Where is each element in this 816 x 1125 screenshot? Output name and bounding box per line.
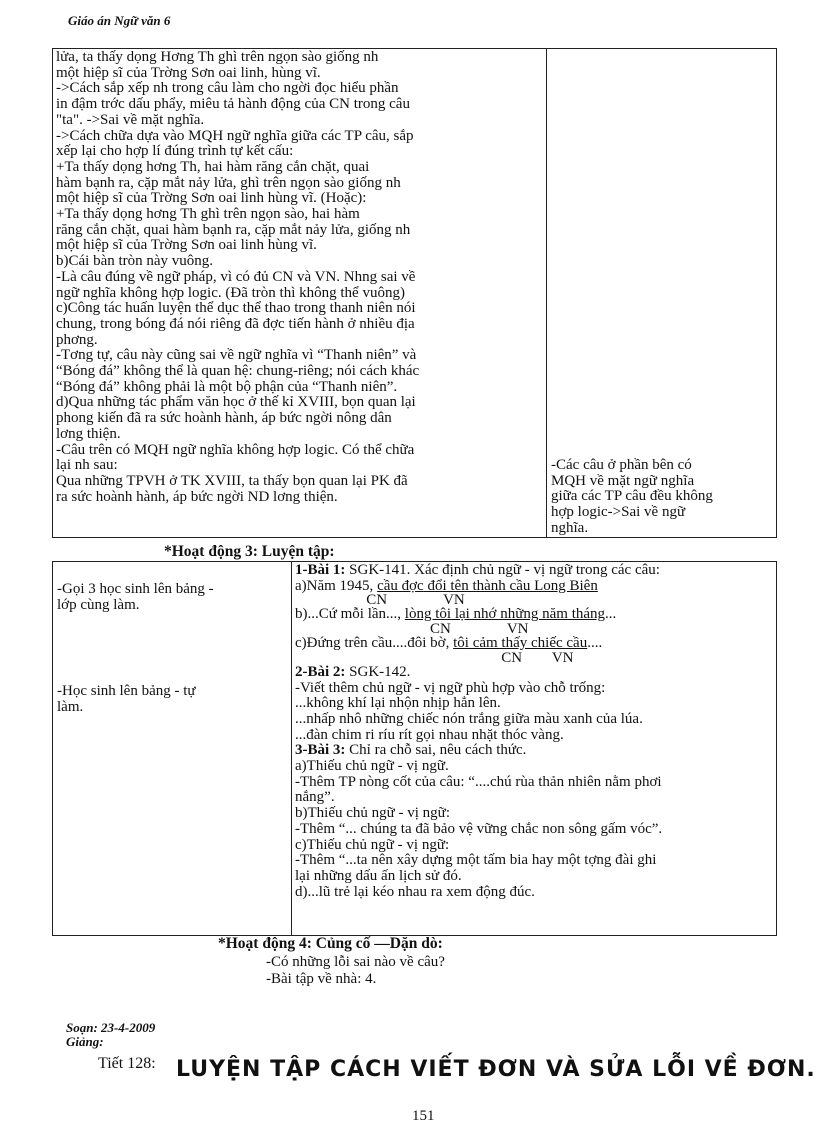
text-line: a)Thiếu chủ ngữ - vị ngữ.: [295, 758, 449, 775]
text-line: -Là câu đúng về ngữ pháp, vì có đủ CN và VN. Nhng sai về: [56, 269, 416, 285]
text-line: ra sức hoành hành, áp bức ngời ND lơng thiện.: [56, 489, 338, 505]
text-line: +Ta thấy dọng hơng Th ghì trên ngọn sào, hai hàm: [56, 207, 360, 223]
table1-right-content: [551, 458, 775, 537]
teacher-instruction-2: [57, 684, 196, 715]
teacher-instruction-1: [57, 582, 214, 613]
lesson-number: Tiết 128:: [98, 1055, 156, 1072]
text-line: -Thêm TP nòng cốt của câu: “....chú rùa thản nhiên nằm phơi: [295, 773, 662, 790]
sentence-text: ....: [587, 635, 603, 652]
subject-phrase: cầu đợc: [377, 577, 424, 594]
text-line: ...đàn chim ri ríu rít gọi nhau nhặt thóc vàng.: [295, 726, 564, 743]
text-line: xếp lại cho hợp lí đúng trình tự kết cấu:: [56, 144, 294, 160]
text-line: ...không khí lại nhộn nhịp hẳn lên.: [295, 695, 501, 712]
cn-vn-marks: CN VN: [295, 621, 529, 638]
text-line: răng cắn chặt, quai hàm bạnh ra, cặp mắt nảy lửa, giống nh: [56, 222, 411, 238]
text-line: ->Cách sắp xếp nh trong câu làm cho ngời đọc hiểu phần: [56, 81, 399, 97]
exercise-1-title: [295, 563, 773, 579]
page-number: 151: [412, 1108, 435, 1124]
lesson-title: LUYỆN TẬP CÁCH VIẾT ĐƠN VÀ SỬA LỖI VỀ ĐƠN.: [176, 1057, 816, 1082]
sentence-text: ...: [605, 606, 617, 623]
text-line: in đậm trớc dấu phẩy, miêu tả hành động của CN trong câu: [56, 97, 410, 113]
text-line: làm.: [57, 698, 84, 715]
text-line: -Tơng tự, câu này cũng sai về ngữ nghĩa vì “Thanh niên” và: [56, 348, 417, 364]
table1-left-content: [56, 50, 543, 505]
text-line: c)Thiếu chủ ngữ - vị ngữ:: [295, 836, 450, 853]
exercise-content-cell: [292, 562, 777, 936]
text-line: -Học sinh lên bảng - tự: [57, 683, 196, 699]
text-line: phong kiến đã ra sức hoành hành, áp bức ngời nông dân: [56, 411, 392, 427]
text-line: MQH về mặt ngữ nghĩa: [551, 473, 695, 489]
text-line: b)Cái bàn tròn này vuông.: [56, 254, 214, 270]
exercise-3-title: [295, 743, 773, 759]
activity-4-heading: *Hoạt động 4: Củng cố —Dặn dò:: [218, 935, 443, 952]
text-line: một hiệp sĩ của Trờng Sơn oai linh hùng vĩ. (Hoặc):: [56, 191, 367, 207]
predicate-phrase: lại nhớ những năm tháng: [451, 606, 606, 623]
text-line: một hiệp sĩ của Trờng Sơn oai linh, hùng vĩ.: [56, 65, 321, 81]
practice-table: [52, 561, 777, 936]
text-line: +Ta thấy dọng hơng Th, hai hàm răng cắn chặt, quai: [56, 159, 370, 175]
document-header: Giáo án Ngữ văn 6: [68, 13, 171, 28]
text-line: phơng.: [56, 332, 98, 348]
text-line: nắng”.: [295, 789, 335, 806]
review-question: -Có những lỗi sai nào về câu?: [266, 954, 445, 970]
text-line: lại nh sau:: [56, 458, 118, 474]
text-line: "ta". ->Sai về mặt nghĩa.: [56, 112, 205, 128]
predicate-phrase: cảm thấy chiếc cầu: [468, 635, 588, 652]
subject-phrase: tôi: [453, 635, 469, 652]
exercise-1-text: SGK-141. Xác định chủ ngữ - vị ngữ trong các câu:: [345, 562, 660, 578]
cn-vn-marks: CN VN: [295, 592, 465, 609]
sentence-text: b)...Cứ mỗi lần...,: [295, 606, 405, 623]
exercise-2-text: SGK-142.: [345, 663, 411, 680]
exercise-3-label: 3-Bài 3:: [295, 742, 346, 759]
text-line: chung, trong bóng đá nói riêng đã đợc tiến hành ở nhiều địa: [56, 316, 415, 332]
text-line: một hiệp sĩ của Trờng Sơn oai linh hùng vĩ.: [56, 238, 317, 254]
text-line: Qua những TPVH ở TK XVIII, ta thấy bọn quan lại PK đã: [56, 473, 408, 489]
homework-note: -Bài tập về nhà: 4.: [266, 971, 377, 987]
predicate-phrase: đổi tên thành cầu Long Biên: [423, 577, 598, 594]
text-line: ...nhấp nhô những chiếc nón trắng giữa màu xanh của lúa.: [295, 710, 643, 727]
teacher-activity-cell: [53, 562, 292, 936]
text-line: “Bóng đá” không phải là một bộ phận của “Thanh niên”.: [56, 379, 398, 395]
teaching-date: Giảng:: [66, 1034, 104, 1049]
text-line: -Thêm “...ta nên xây dựng một tấm bia hay một tợng đài ghi: [295, 852, 657, 869]
text-line: hợp logic->Sai về ngữ: [551, 505, 686, 521]
text-line: d)Qua những tác phẩm văn học ở thế kỉ XVIII, bọn quan lại: [56, 395, 416, 411]
text-line: lơng thiện.: [56, 426, 121, 442]
text-line: -Gọi 3 học sinh lên bảng -: [57, 581, 214, 597]
text-line: hàm bạnh ra, cặp mắt nảy lửa, ghì trên ngọn sào giống nh: [56, 175, 401, 191]
text-line: -Thêm “... chúng ta đã bảo vệ vững chắc non sông gấm vóc”.: [295, 820, 663, 837]
exercise-3-lines: [295, 759, 773, 900]
sentence-text: a)Năm 1945,: [295, 577, 378, 594]
text-line: nghĩa.: [551, 520, 589, 536]
exercise-2-title: [295, 665, 773, 681]
exercise-1-label: 1-Bài 1:: [295, 562, 346, 578]
exercise-3-text: Chỉ ra chỗ sai, nêu cách thức.: [345, 742, 527, 759]
exercise-2-lines: [295, 681, 773, 744]
text-line: lại những dấu ấn lịch sử đó.: [295, 867, 462, 884]
text-line: b)Thiếu chủ ngữ - vị ngữ:: [295, 805, 450, 822]
text-line: “Bóng đá” không thể là quan hệ: chung-riêng; nói cách khác: [56, 364, 420, 380]
activity-3-heading: *Hoạt động 3: Luyện tập:: [164, 543, 335, 560]
text-line: -Câu trên có MQH ngữ nghĩa không hợp logic. Có thể chữa: [56, 442, 415, 458]
text-line: ngữ nghĩa không hợp logic. (Đã tròn thì không thể vuông): [56, 285, 405, 301]
lesson-table-1: [52, 48, 777, 538]
prepared-date: Soạn: 23-4-2009: [66, 1020, 156, 1035]
table1-left-cell: [53, 49, 547, 538]
table1-right-cell: [547, 49, 777, 538]
sentence-text: c)Đứng trên cầu....đôi bờ,: [295, 635, 454, 652]
text-line: d)...lũ trẻ lại kéo nhau ra xem động đúc.: [295, 883, 535, 900]
subject-phrase: lòng tôi: [404, 606, 452, 623]
text-line: lửa, ta thấy dọng Hơng Th ghì trên ngọn sào giống nh: [56, 50, 379, 65]
exercise-2-label: 2-Bài 2:: [295, 663, 346, 680]
text-line: lớp cùng làm.: [57, 596, 140, 613]
text-line: giữa các TP câu đều không: [551, 489, 713, 505]
text-line: -Viết thêm chủ ngữ - vị ngữ phù hợp vào chỗ trống:: [295, 679, 606, 696]
text-line: ->Cách chữa dựa vào MQH ngữ nghĩa giữa các TP câu, sắp: [56, 128, 414, 144]
text-line: -Các câu ở phần bên có: [551, 458, 692, 473]
text-line: c)Công tác huấn luyện thể dục thể thao trong thanh niên nói: [56, 301, 416, 317]
cn-vn-marks: CN VN: [295, 649, 574, 666]
